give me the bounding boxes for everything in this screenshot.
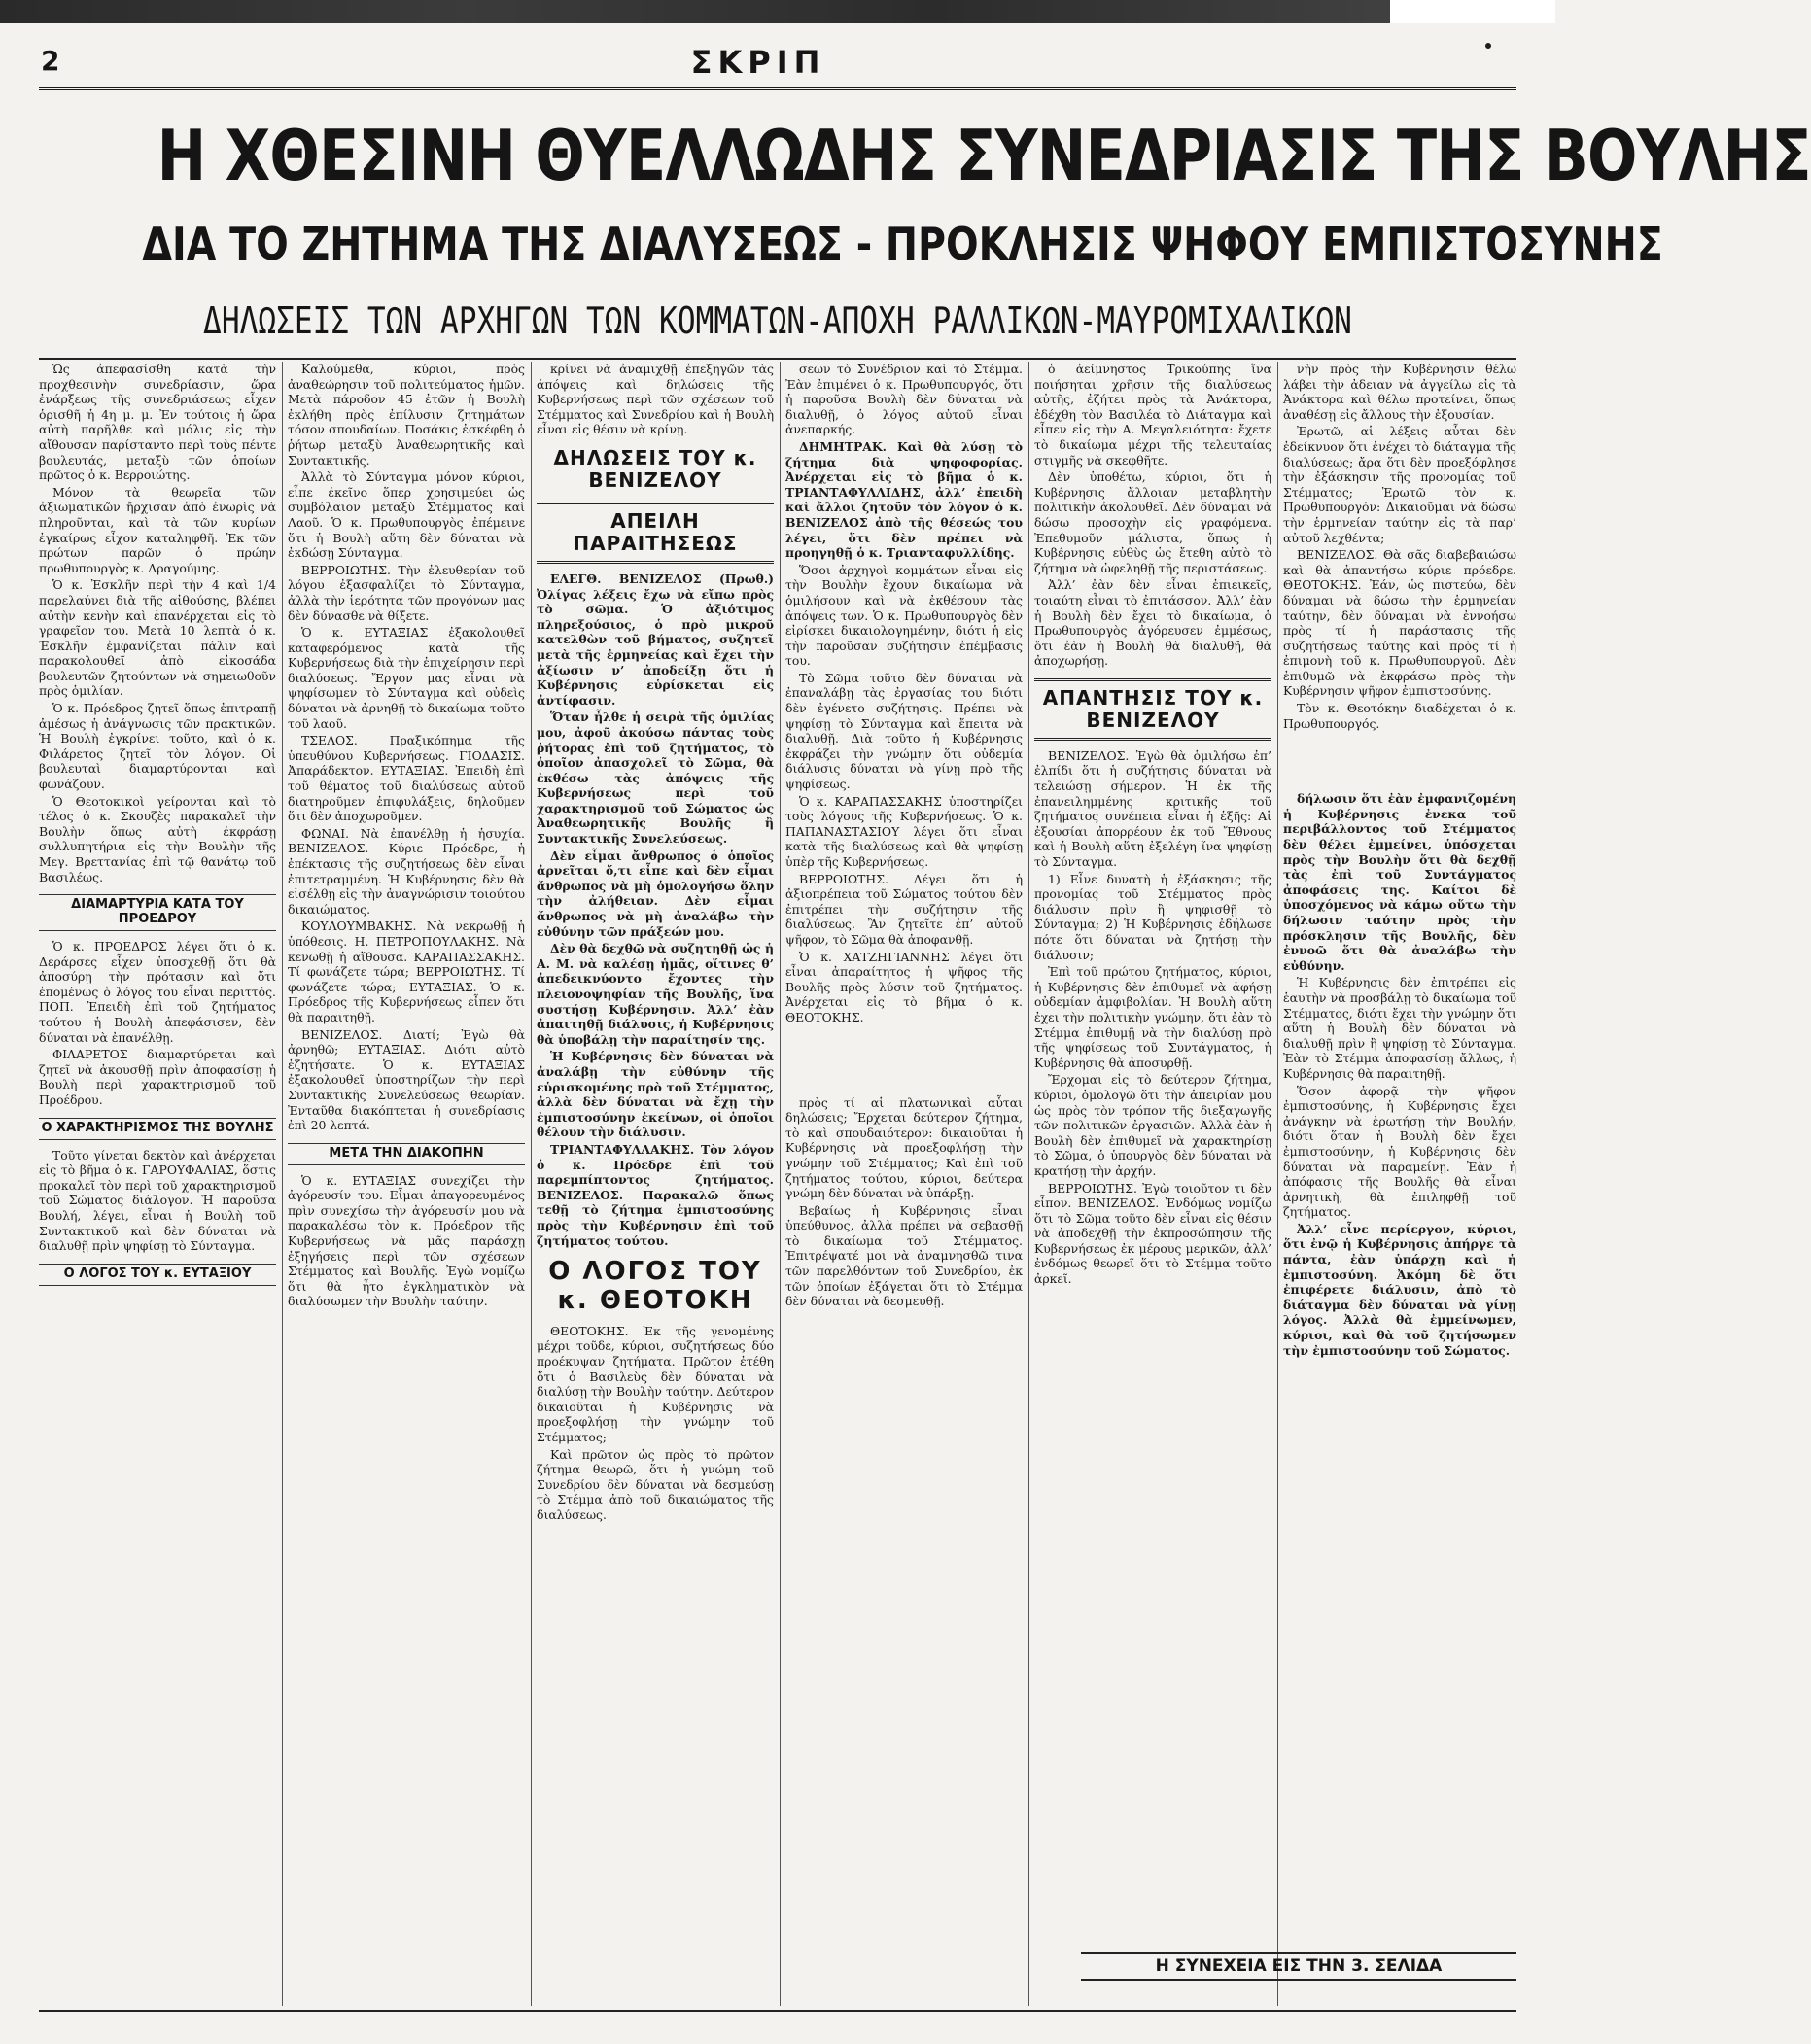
article-paragraph: δήλωσιν ὅτι ἐὰν ἐμφανιζομένη ἡ Κυβέρνησις ἐνεκα τοῦ περιβάλλοντος τοῦ Στέμματος δὲν θέλει ἐμμείνει, ὑπόσχεται πρὸς τὴν Βουλὴν ὅτι θὰ δεχθῇ τὰς ἐπὶ τοῦ Συντάγματος ἀποφάσεις της. Καίτοι δὲ ὑποσχόμενος νὰ κάμω οὕτω τὴν δήλωσιν ταύτην πρὸς τὴν πρόσκλησιν τῆς Βουλῆς, δὲν ἐννοῶ ὅτι θὰ ἀναλάβω τὴν εὐθύνην.	[1283, 791, 1516, 973]
column-divider	[780, 362, 781, 2006]
column-divider	[1028, 362, 1029, 2006]
article-paragraph: Ὁ Θεοτοκικοὶ γείρονται καὶ τὸ τέλος ὁ κ. Σκουζὲς παρακαλεῖ τὴν Βουλὴν ὅπως αὐτὴ ἐκφράσῃ συλλυπητήρια εἰς τὴν Βουλὴν τῆς Μεγ. Βρεττανίας ἐπὶ τῷ θανάτῳ τοῦ Βασιλέως.	[39, 793, 276, 884]
section-heading: Ο ΛΟΓΟΣ ΤΟΥ κ. ΘΕΟΤΟΚΗ	[548, 1257, 762, 1315]
article-paragraph: Ὁ κ. ΧΑΤΖΗΓΙΑΝΝΗΣ λέγει ὅτι εἶναι ἀπαραίτητος ἡ ψῆφος τῆς Βουλῆς πρὸς λύσιν τοῦ ζητήματος. Ἀνέρχεται εἰς τὸ βῆμα ὁ κ. ΘΕΟΤΟΚΗΣ.	[785, 949, 1023, 1024]
article-paragraph: 1) Εἶνε δυνατὴ ἡ ἐξάσκησις τῆς προνομίας τοῦ Στέμματος πρὸς διάλυσιν πρὶν ἢ ψηφισθῇ τὸ Σύνταγμα; 2) Ἡ Κυβέρνησις ἐδήλωσε πότε ὅτι δύναται νὰ ζητήσῃ τὴν διάλυσιν;	[1034, 871, 1271, 962]
masthead-rule	[39, 87, 1516, 90]
article-paragraph: Βεβαίως ἡ Κυβέρνησις εἶναι ὑπεύθυνος, ἀλλὰ πρέπει νὰ σεβασθῇ τὸ δικαίωμα τοῦ Στέμματος. Ἐπιτρέψατέ μοι νὰ ἀναμνησθῶ τινα τῶν παρελθόντων τοῦ Συνεδρίου, ἐκ τῶν ὁποίων ἐξάγεται ὅτι τὸ Στέμμα δὲν δύναται νὰ δεσμευθῇ.	[785, 1202, 1023, 1309]
section-heading: ΑΠΕΙΛΗ ΠΑΡΑΙΤΗΣΕΩΣ	[537, 502, 774, 564]
article-paragraph: Δὲν ὑποθέτω, κύριοι, ὅτι ἡ Κυβέρνησις ἄλλοιαν μεταβλητὴν πολιτικὴν ἀκολουθεῖ. Δὲν δύναμαι νὰ δώσω προσοχὴν εἰς γραφόμενα. Ἐπεθυμοῦν μάλιστα, ὅπως ἡ Κυβέρνησις εὐθὺς ὡς ἔτεθη αὐτὸ τὸ ζήτημα νὰ ὠφεληθῇ τῆς περιστάσεως.	[1034, 469, 1271, 575]
article-paragraph: κρίνει νὰ ἀναμιχθῇ ἐπεξηγῶν τὰς ἀπόψεις καὶ δηλώσεις τῆς Κυβερνήσεως περὶ τῶν σχέσεων τοῦ Στέμματος καὶ Συνεδρίου καὶ ἡ Βουλὴ εἶναι εἰς θέσιν νὰ κρίνῃ.	[537, 362, 774, 437]
footer-rule	[39, 2010, 1516, 2012]
column-2	[288, 362, 525, 2006]
header-rule	[39, 358, 1516, 360]
article-paragraph: Τὸν κ. Θεοτόκην διαδέχεται ὁ κ. Πρωθυπουργός.	[1283, 701, 1516, 731]
article-paragraph: Ὁ κ. ΕΥΤΑΞΙΑΣ ἐξακολουθεῖ καταφερόμενος κατὰ τῆς Κυβερνήσεως διὰ τὴν ἐπιχείρησιν περὶ διαλύσεως. Ἔργον μας εἶναι νὰ ψηφίσωμεν τὸ Σύνταγμα καὶ οὐδεὶς δύναται νὰ ἀρνηθῇ τὸ δικαίωμα τοῦτο τοῦ λαοῦ.	[288, 625, 525, 731]
article-paragraph: Ἀλλ’ εἶνε περίεργον, κύριοι, ὅτι ἐνῷ ἡ Κυβέρνησις ἀπήργε τὰ πάντα, ἐὰν ὑπάρχῃ καὶ ἡ ἐμπιστοσύνη. Ἀκόμη δὲ ὅτι ἐπιφέρετε διάλυσιν, ἀπὸ τὸ διάταγμα δὲν δύναται νὰ γίνῃ λόγος. Ἀλλὰ θὰ ἐμμείνωμεν, κύριοι, καὶ θὰ τοῦ ζητήσωμεν τὴν ἐμπιστοσύνην τοῦ Σώματος.	[1283, 1221, 1516, 1358]
article-paragraph: ΒΕΡΡΟΙΩΤΗΣ. Λέγει ὅτι ἡ ἀξιοπρέπεια τοῦ Σώματος τούτου δὲν ἐπιτρέπει τὴν συζήτησιν τῆς διαλύσεως. Ἂν ζητεῖτε ἐπ’ αὐτοῦ ψῆφον, τὸ Σῶμα θὰ ἀποφανθῇ.	[785, 871, 1023, 947]
column-divider	[282, 362, 283, 2006]
article-paragraph: πρὸς τί αἱ πλατωνικαὶ αὗται δηλώσεις; Ἔρχεται δεύτερον ζήτημα, τὸ καὶ σπουδαιότερον: δικαιοῦται ἡ Κυβέρνησις νὰ προεξοφλήσῃ τὴν γνώμην τοῦ Στέμματος; Καὶ ἐπὶ τοῦ ζητήματος τούτου, κύριοι, δεύτερα γνώμη δὲν δύναται νὰ ὑπάρξῃ.	[785, 1094, 1023, 1201]
column-3	[537, 362, 774, 2006]
article-paragraph: Ἡ Κυβέρνησις δὲν ἐπιτρέπει εἰς ἑαυτὴν νὰ προσβάλῃ τὸ δικαίωμα τοῦ Στέμματος, διότι ἔχει τὴν γνώμην ὅτι αὕτη ἡ Βουλὴ δὲν δύναται νὰ διαλυθῇ πρὶν ἢ ψηφίσῃ τὸ Σύνταγμα. Ἐὰν τὸ Στέμμα ἀποφασίσῃ ἄλλως, ἡ Κυβέρνησις θὰ παραιτηθῇ.	[1283, 975, 1516, 1081]
article-paragraph: Δὲν θὰ δεχθῶ νὰ συζητηθῇ ὡς ἡ Α. Μ. νὰ καλέσῃ ἡμᾶς, οἵτινες θ’ ἀπεδεικνύοντο ἔχοντες τὴν πλειονοψηφίαν τῆς Βουλῆς, ἵνα συστήσῃ Κυβέρνησιν. Ἀλλ’ ἐὰν ἀπαιτηθῇ διάλυσις, ἡ Κυβέρνησις θὰ ὑποβάλῃ τὴν παραίτησίν της.	[537, 941, 774, 1047]
article-paragraph: Τοῦτο γίνεται δεκτὸν καὶ ἀνέρχεται εἰς τὸ βῆμα ὁ κ. ΓΑΡΟΥΦΑΛΙΑΣ, ὅστις προκαλεῖ τὸν περὶ τοῦ χαρακτηρισμοῦ τοῦ Σώματος διάλογον. Ἡ παροῦσα Βουλή, λέγει, εἶναι ἡ Βουλὴ τοῦ Συντακτικοῦ καὶ δὲν δύναται νὰ διαλυθῇ πρὶν ψηφίσῃ τὸ Σύνταγμα.	[39, 1147, 276, 1254]
article-paragraph: ΘΕΟΤΟΚΗΣ. Ἐκ τῆς γενομένης μέχρι τοῦδε, κύριοι, συζητήσεως δύο προέκυψαν ζητήματα. Πρῶτον ἐτέθη ὅτι ὁ Βασιλεὺς δὲν δύναται νὰ διαλύσῃ τὴν Βουλὴν ταύτην. Δεύτερον δικαιοῦται ἡ Κυβέρνησις νὰ προεξοφλήσῃ τὴν γνώμην τοῦ Στέμματος;	[537, 1323, 774, 1445]
article-paragraph: Ὅσοι ἀρχηγοὶ κομμάτων εἶναι εἰς τὴν Βουλὴν ἔχουν δικαίωμα νὰ ὁμιλήσουν καὶ νὰ ἐκθέσουν τὰς ἀπόψεις των. Ὁ κ. Πρωθυπουργὸς δὲν εἰρίσκει δικαιολογημένην, διότι ἡ εἰς τὴν παροῦσαν συζήτησιν ἐπέμβασις του.	[785, 562, 1023, 669]
column-1	[39, 362, 276, 2006]
article-paragraph: σεων τὸ Συνέδριον καὶ τὸ Στέμμα. Ἐὰν ἐπιμένει ὁ κ. Πρωθυπουργός, ὅτι ἡ παροῦσα Βουλὴ δὲν δύναται νὰ διαλυθῇ, ὁ λόγος αὐτοῦ εἶναι ἀνεπαρκής.	[785, 362, 1023, 437]
article-paragraph: Ἔρχομαι εἰς τὸ δεύτερον ζήτημα, κύριοι, ὁμολογῶ ὅτι τὴν ἀπειρίαν μου ὡς πρὸς τὸν τρόπον τῆς διεξαγωγῆς τῶν πολιτικῶν ἐργασιῶν. Ἀλλὰ ἐὰν ἡ Βουλὴ δὲν ἐπιθυμεῖ νὰ χαρακτηρίσῃ τὸ Σῶμα, ὁ ὑπουργὸς δὲν δύναται νὰ κρατήσῃ τὴν ἀρχήν.	[1034, 1072, 1271, 1178]
article-paragraph: ΒΕΝΙΖΕΛΟΣ. Ἐγὼ θὰ ὁμιλήσω ἐπ’ ἐλπίδι ὅτι ἡ συζήτησις δύναται νὰ τελειώσῃ σήμερον. Ἡ ἐκ τῆς ἐπανειλημμένης κριτικῆς τοῦ ζητήματος συνέπεια εἶναι ἡ ἑξῆς: Αἱ ἐξουσίαι ἀπορρέουν ἐκ τοῦ Ἔθνους καὶ ἡ Βουλὴ αὕτη ἐξελέγη ἵνα ψηφίσῃ τὸ Σύνταγμα.	[1034, 747, 1271, 870]
article-paragraph: Ὁ κ. Πρόεδρος ζητεῖ ὅπως ἐπιτραπῇ ἀμέσως ἡ ἀνάγνωσις τῶν πρακτικῶν. Ἡ Βουλὴ ἐγκρίνει τοῦτο, καὶ ὁ κ. Φιλάρετος ζητεῖ τὸν λόγον. Οἱ βουλευταὶ διαμαρτύρονται καὶ φωνάζουν.	[39, 701, 276, 792]
subheadline: ΔΙΑ ΤΟ ΖΗΤΗΜΑ ΤΗΣ ΔΙΑΛΥΣΕΩΣ - ΠΡΟΚΛΗΣΙΣ ΨΗΦΟΥ ΕΜΠΙΣΤΟΣΥΝΗΣ	[142, 218, 1663, 270]
page-number: 2	[41, 45, 60, 77]
article-paragraph: Ἀλλὰ τὸ Σύνταγμα μόνον κύριοι, εἶπε ἐκεῖνο ὅπερ χρησιμεύει ὡς συμβόλαιον μεταξὺ Στέμματος καὶ Λαοῦ. Ὁ κ. Πρωθυπουργὸς ἐπέμεινε ὅτι ἡ Βουλὴ αὕτη δὲν δύναται νὰ ἐκδώσῃ Σύνταγμα.	[288, 469, 525, 561]
article-paragraph: ΦΩΝΑΙ. Νὰ ἐπανέλθῃ ἡ ἡσυχία. ΒΕΝΙΖΕΛΟΣ. Κύριε Πρόεδρε, ἡ ἐπέκτασις τῆς συζητήσεως δὲν εἶναι ἐπιτετραμμένη. Ἡ Κυβέρνησις δὲν θὰ εἰσέλθῃ εἰς τὴν ἀναγνώρισιν τοιούτου δικαιώματος.	[288, 825, 525, 917]
article-paragraph: Ὁ κ. ΚΑΡΑΠΑΣΣΑΚΗΣ ὑποστηρίζει τοὺς λόγους τῆς Κυβερνήσεως. Ὁ κ. ΠΑΠΑΝΑΣΤΑΣΙΟΥ λέγει ὅτι εἶναι κατὰ τῆς διαλύσεως καὶ θὰ ψηφίσῃ ὑπὲρ τῆς Κυβερνήσεως.	[785, 793, 1023, 869]
scan-border	[0, 0, 1555, 23]
article-paragraph: Τὸ Σῶμα τοῦτο δὲν δύναται νὰ ἐπαναλάβῃ τὰς ἐργασίας του διότι δὲν ἐγένετο συζήτησις. Πρέπει νὰ ψηφίσῃ τὸ Σύνταγμα καὶ ἔπειτα νὰ διαλυθῇ. Διὰ τοῦτο ἡ Κυβέρνησις ἐκφράζει τὴν γνώμην ὅτι οὐδεμία διάλυσις δύναται νὰ γίνῃ πρὸ τῆς ψηφίσεως.	[785, 670, 1023, 792]
masthead	[39, 45, 1516, 109]
article-paragraph: Καὶ πρῶτον ὡς πρὸς τὸ πρῶτον ζήτημα θεωρῶ, ὅτι ἡ γνώμη τοῦ Συνεδρίου δὲν δύναται νὰ δεσμεύσῃ τὸ Στέμμα ἀπὸ τοῦ δικαιώματος τῆς διαλύσεως.	[537, 1446, 774, 1522]
column-divider	[1277, 362, 1278, 2006]
article-paragraph: Ὁ κ. ΕΥΤΑΞΙΑΣ συνεχίζει τὴν ἀγόρευσίν του. Εἶμαι ἀπαγορευμένος πρὶν συνεχίσω τὴν ἀγόρευσίν μου νὰ παρακαλέσω τὸν κ. Πρόεδρον τῆς Κυβερνήσεως νὰ μᾶς παράσχῃ ἐξηγήσεις περὶ τῶν σχέσεων Στέμματος καὶ Βουλῆς. Ἐγὼ νομίζω ὅτι θὰ ἦτο ἐγκληματικὸν νὰ διαλύσωμεν τὴν Βουλὴν ταύτην.	[288, 1172, 525, 1309]
heading-spacer	[1283, 733, 1516, 791]
main-headline: Η ΧΘΕΣΙΝΗ ΘΥΕΛΛΩΔΗΣ ΣΥΝΕΔΡΙΑΣΙΣ ΤΗΣ ΒΟΥΛΗΣ	[157, 115, 1811, 196]
article-paragraph: ΒΕΡΡΟΙΩΤΗΣ. Τὴν ἐλευθερίαν τοῦ λόγου ἐξασφαλίζει τὸ Σύνταγμα, ἀλλὰ τὴν ἱερότητα τῶν προγόνων μας δὲν δύνασθε νὰ θίξετε.	[288, 562, 525, 623]
article-paragraph: Ἐρωτῶ, αἱ λέξεις αὗται δὲν ἐδείκνυον ὅτι ἐνέχει τὸ διάταγμα τῆς διαλύσεως; ἄρα ὅτι δὲν προεξόφλησε τὴν ἐξάσκησιν τῆς προνομίας τοῦ Στέμματος; Ἐρωτῶ τὸν κ. Πρωθυπουργόν: Δικαιοῦμαι νὰ δώσω τὴν ἑρμηνείαν ταύτην εἰς τὰ παρ’ αὐτοῦ λεχθέντα;	[1283, 424, 1516, 545]
article-paragraph: Ὅταν ἦλθε ἡ σειρὰ τῆς ὁμιλίας μου, ἀφοῦ ἀκούσω πάντας τοὺς ῥήτορας ἐπὶ τοῦ ζητήματος, τὸ ὁποῖον ἀπασχολεῖ τὸ Σῶμα, θὰ ἐκθέσω τὰς ἀπόψεις τῆς Κυβερνήσεως περὶ τοῦ χαρακτηρισμοῦ τοῦ Σώματος ὡς Ἀναθεωρητικῆς Βουλῆς ἢ Συντακτικῆς Συνελεύσεως.	[537, 710, 774, 847]
article-paragraph: ΒΕΝΙΖΕΛΟΣ. Διατί; Ἐγὼ θὰ ἀρνηθῶ; ΕΥΤΑΞΙΑΣ. Διότι αὐτὸ ἐζητήσατε. Ὁ κ. ΕΥΤΑΞΙΑΣ ἐξακολουθεῖ ὑποστηρίζων τὴν περὶ Συντακτικῆς Συνελεύσεως θεωρίαν. Ἐνταῦθα διακόπτεται ἡ συνεδρίασις ἐπὶ 20 λεπτά.	[288, 1026, 525, 1133]
article-paragraph: ΚΟΥΛΟΥΜΒΑΚΗΣ. Νὰ νεκρωθῇ ἡ ὑπόθεσις. Η. ΠΕΤΡΟΠΟΥΛΑΚΗΣ. Νὰ κενωθῇ ἡ αἴθουσα. ΚΑΡΑΠΑΣΣΑΚΗΣ. Τί φωνάζετε τώρα; ΒΕΡΡΟΙΩΤΗΣ. Τί φωνάζετε τώρα; ΕΥΤΑΞΙΑΣ. Ὁ κ. Πρόεδρος τῆς Κυβερνήσεως εἶπεν ὅτι θὰ παραιτηθῇ.	[288, 918, 525, 1024]
column-5	[1034, 362, 1271, 2006]
column-6	[1283, 362, 1516, 1946]
column-4	[785, 362, 1023, 2006]
section-heading: Ο ΛΟΓΟΣ ΤΟΥ κ. ΕΥΤΑΞΙΟΥ	[39, 1264, 276, 1286]
column-divider	[531, 362, 532, 2006]
article-paragraph: νὴν πρὸς τὴν Κυβέρνησιν θέλω λάβει τὴν ἀδειαν νὰ ἀγγείλω εἰς τὰ Ἀνάκτορα καὶ θέλω προτείνει, ὅπως ἀναθέσῃ εἰς ἄλλους τὴν ἐξουσίαν.	[1283, 362, 1516, 422]
section-heading: ΑΠΑΝΤΗΣΙΣ ΤΟΥ κ. ΒΕΝΙΖΕΛΟΥ	[1034, 678, 1271, 741]
article-paragraph: Ὅσον ἀφορᾷ τὴν ψῆφον ἐμπιστοσύνης, ἡ Κυβέρνησις ἔχει ἀνάγκην νὰ ἐρωτήσῃ τὴν Βουλήν, διότι ὅταν ἡ Βουλὴ δὲν ἔχει ἐμπιστοσύνην, ἡ Κυβέρνησις δὲν δύναται νὰ παραμείνῃ. Ἐὰν ἡ ἀπόφασις τῆς Βουλῆς θὰ εἶναι ἀρνητικὴ, θὰ ἐπιληφθῇ τοῦ ζητήματος.	[1283, 1083, 1516, 1220]
article-paragraph: Μόνον τὰ θεωρεῖα τῶν ἀξιωματικῶν ἤρχισαν ἀπὸ ἐνωρὶς νὰ πληροῦνται, καὶ τὰ τῶν κυρίων ἐγκαίρως εἶχον καταληφθῆ. Ἐκ τῶν πρώτων παρῶν ὁ πρώην πρωθυπουργὸς κ. Δραγούμης.	[39, 484, 276, 575]
secondary-subheadline: ΔΗΛΩΣΕΙΣ ΤΩΝ ΑΡΧΗΓΩΝ ΤΩΝ ΚΟΜΜΑΤΩΝ-ΑΠΟΧΗ ΡΑΛΛΙΚΩΝ-ΜΑΥΡΟΜΙΧΑΛΙΚΩΝ	[203, 299, 1352, 342]
article-paragraph: Ἡ Κυβέρνησις δὲν δύναται νὰ ἀναλάβῃ τὴν εὐθύνην τῆς εὑρισκομένης πρὸ τοῦ Στέμματος, ἀλλὰ δὲν δύναται νὰ ἔχῃ τὴν ἐμπιστοσύνην ἐκείνων, οἱ ὁποῖοι θέλουν τὴν διάλυσιν.	[537, 1049, 774, 1140]
article-paragraph: ΔΗΜΗΤΡΑΚ. Καὶ θὰ λύσῃ τὸ ζήτημα διὰ ψηφοφορίας. Ἀνέρχεται εἰς τὸ βῆμα ὁ κ. ΤΡΙΑΝΤΑΦΥΛΛΙΔΗΣ, ἀλλ’ ἐπειδὴ καὶ ἄλλοι ζητοῦν τὸν λόγον ὁ κ. ΒΕΝΙΖΕΛΟΣ ἀπὸ τῆς θέσεώς του λέγει, ὅτι δὲν πρέπει νὰ προηγηθῇ ὁ κ. Τριανταφυλλίδης.	[785, 438, 1023, 561]
article-paragraph: Ἀλλ’ ἐὰν δὲν εἶναι ἐπιεικεῖς, τοιαύτη εἶναι τὸ ἐπιτάσσον. Ἀλλ’ ἐὰν ἡ Βουλὴ δὲν ἔχει τὸ δικαίωμα, ὁ Πρωθυπουργὸς ἀγόρευσεν ἐμμέσως, ὅτι ἐὰν ἡ Βουλὴ θὰ διαλυθῇ, θὰ ἀποχωρήσῃ.	[1034, 577, 1271, 669]
article-paragraph: ΦΙΛΑΡΕΤΟΣ διαμαρτύρεται καὶ ζητεῖ νὰ ἀκουσθῇ πρὶν ἀποφασίσῃ ἡ Βουλὴ περὶ χαρακτηρισμοῦ τοῦ Προέδρου.	[39, 1047, 276, 1107]
article-paragraph: ΤΡΙΑΝΤΑΦΥΛΛΑΚΗΣ. Τὸν λόγον ὁ κ. Πρόεδρε ἐπὶ τοῦ παρεμπίπτοντος ζητήματος. ΒΕΝΙΖΕΛΟΣ. Παρακαλῶ ὅπως τεθῇ τὸ ζήτημα ἐμπιστοσύνης πρὸς τὴν Κυβέρνησιν ἐπὶ τοῦ ζητήματος τούτου.	[537, 1141, 774, 1248]
section-heading: ΔΙΑΜΑΡΤΥΡΙΑ ΚΑΤΑ ΤΟΥ ΠΡΟΕΔΡΟΥ	[39, 894, 276, 931]
article-paragraph: Καλούμεθα, κύριοι, πρὸς ἀναθεώρησιν τοῦ πολιτεύματος ἡμῶν. Μετὰ πάροδον 45 ἐτῶν ἡ Βουλὴ ἐκλήθη πρὸς ἐπίλυσιν ζητημάτων τόσον σπουδαίων. Ποσάκις ἐσκέφθη ὁ ῥήτωρ μεταξὺ Ἀναθεωρητικῆς καὶ Συντακτικῆς.	[288, 362, 525, 468]
section-heading: Ο ΧΑΡΑΚΤΗΡΙΣΜΟΣ ΤΗΣ ΒΟΥΛΗΣ	[39, 1118, 276, 1140]
article-paragraph: Ὡς ἀπεφασίσθη κατὰ τὴν προχθεσινὴν συνεδρίασιν, ὥρα ἐνάρξεως τῆς συνεδριάσεως εἶχεν ὁρισθῆ ἡ 4η μ. μ. Ἐν τούτοις ἡ ὥρα αὐτὴ παρῆλθε καὶ μόλις εἰς τὴν αἴθουσαν παρίσταντο περὶ τοὺς πέντε βουλευτάς, μεταξὺ τῶν ὁποίων πρῶτος ὁ κ. Βερροιώτης.	[39, 362, 276, 483]
article-paragraph: Δὲν εἶμαι ἄνθρωπος ὁ ὁποῖος ἀρνεῖται ὅ,τι εἶπε καὶ δὲν εἶμαι ἄνθρωπος νὰ μὴ ὁμολογήσω ὅλην τὴν ἀλήθειαν. Δὲν εἶμαι ἄνθρωπος νὰ μὴ ἀναλάβω τὴν εὐθύνην τῶν πράξεών μου.	[537, 848, 774, 939]
paper-name: ΣΚΡΙΠ	[690, 44, 826, 81]
article-paragraph: ΒΕΝΙΖΕΛΟΣ. Θὰ σᾶς διαβεβαιώσω καὶ θὰ ἀπαντήσω κύριε πρόεδρε. ΘΕΟΤΟΚΗΣ. Ἐάν, ὡς πιστεύω, δὲν δύναμαι νὰ δώσω τὴν ἑρμηνείαν ταύτην, δὲν δύναμαι νὰ ἐννοήσω πρὸς τί ἡ παράστασις τῆς συζητήσεως ταύτης καὶ πρὸς τί ἡ ἐπιμονὴ τοῦ κ. Πρωθυπουργοῦ. Δὲν ἐπιθυμῶ νὰ ἐκφράσω πρὸς τὴν Κυβέρνησιν ψῆφον ἐμπιστοσύνης.	[1283, 547, 1516, 699]
section-heading: ΔΗΛΩΣΕΙΣ ΤΟΥ κ. ΒΕΝΙΖΕΛΟΥ	[553, 445, 757, 492]
heading-spacer	[785, 1027, 1023, 1095]
continuation-notice: Η ΣΥΝΕΧΕΙΑ ΕΙΣ ΤΗΝ 3. ΣΕΛΙΔΑ	[1081, 1952, 1516, 1981]
article-paragraph: Ἐπὶ τοῦ πρώτου ζητήματος, κύριοι, ἡ Κυβέρνησις δὲν ἐπιθυμεῖ νὰ ἀφήσῃ οὐδεμίαν ἀμφιβολίαν. Ἡ Βουλὴ αὕτη ἐχει τὴν πολιτικὴν γνώμην, ὅτι ἐὰν τὸ Στέμμα ἐπιθυμῇ νὰ τὴν διαλύσῃ πρὸ τῆς ψηφίσεως τοῦ Συντάγματος, ἡ Κυβέρνησις θὰ ἀποσυρθῇ.	[1034, 964, 1271, 1070]
article-paragraph: ΕΛΕΓΘ. ΒΕΝΙΖΕΛΟΣ (Πρωθ.) Ὀλίγας λέξεις ἔχω νὰ εἴπω πρὸς τὸ σῶμα. Ὁ ἀξιότιμος πληρεξούσιος, ὁ πρὸ μικροῦ κατελθὼν τοῦ βήματος, συζητεῖ μετὰ τῆς ἐρμηνείας καὶ ἔχει τὴν ἀξίωσιν ν’ ἀποδείξῃ ὅτι ἡ Κυβέρνησις εὑρίσκεται εἰς ἀντίφασιν.	[537, 571, 774, 708]
section-heading: ΜΕΤΑ ΤΗΝ ΔΙΑΚΟΠΗΝ	[288, 1143, 525, 1165]
article-paragraph: Ὁ κ. ΠΡΟΕΔΡΟΣ λέγει ὅτι ὁ κ. Δεράρσες εἶχεν ὑποσχεθῇ ὅτι θὰ ἀποσύρῃ τὴν πρότασιν καὶ ὅτι ἐπομένως ὁ λόγος του εἶναι περιττός. ΠΟΠ. Ἐπειδὴ ἐπὶ τοῦ ζητήματος τούτου ἡ Βουλὴ ἀπεφάσισεν, δὲν δύναται νὰ ἐπανέλθῃ.	[39, 939, 276, 1045]
article-paragraph: ὁ ἀείμνηστος Τρικούπης ἵνα ποιήσηται χρῆσιν τῆς διαλύσεως αὐτῆς, ἐζήτει πρὸς τὰ Ἀνάκτορα, ἐδέχθη τὸν Βασιλέα τὸ Διάταγμα καὶ εἶπεν εἰς τὴν Α. Μεγαλειότητα: ἔχετε τὸ δικαίωμα μέχρι τῆς τελευταίας στιγμῆς νὰ σκεφθῆτε.	[1034, 362, 1271, 468]
article-paragraph: ΤΣΕΛΟΣ. Πραξικόπημα τῆς ὑπευθύνου Κυβερνήσεως. ΓΙΟΔΑΣΙΣ. Ἀπαράδεκτον. ΕΥΤΑΞΙΑΣ. Ἐπειδὴ ἐπὶ τοῦ θέματος τοῦ διαλύσεως αὐτοῦ διατηροῦμεν ἐπιφυλάξεις, δηλοῦμεν ὅτι δὲν ἀποχωροῦμεν.	[288, 733, 525, 824]
article-paragraph: Ὁ κ. Ἐσκλῆν περὶ τὴν 4 καὶ 1/4 παρελαύνει διὰ τῆς αἰθούσης, βλέπει αὐτὴν κενὴν καὶ ἐπανέρχεται εἰς τὸ γραφεῖον του. Μετὰ 10 λεπτὰ ὁ κ. Ἐσκλῆν ἐμφανίζεται πάλιν καὶ παρακολουθεῖ ἀπὸ εἰκοσάδα βουλευτῶν ζητούντων νὰ σημειωθοῦν πρὸς ὁμιλίαν.	[39, 577, 276, 699]
article-paragraph: ΒΕΡΡΟΙΩΤΗΣ. Ἐγὼ τοιοῦτον τι δὲν εἶπον. ΒΕΝΙΖΕΛΟΣ. Ἐνδόμως νομίζω ὅτι τὸ Σῶμα τοῦτο δὲν εἶναι εἰς θέσιν νὰ ἀποδεχθῇ τὴν ἐκπροσώπησιν τῆς Κυβερνήσεως ἐκ μέρους μερικῶν, ἀλλ’ ἐνδόμως θεωρεῖ ὅτι τὸ Στέμμα τοῦτο ἀρκεῖ.	[1034, 1180, 1271, 1287]
